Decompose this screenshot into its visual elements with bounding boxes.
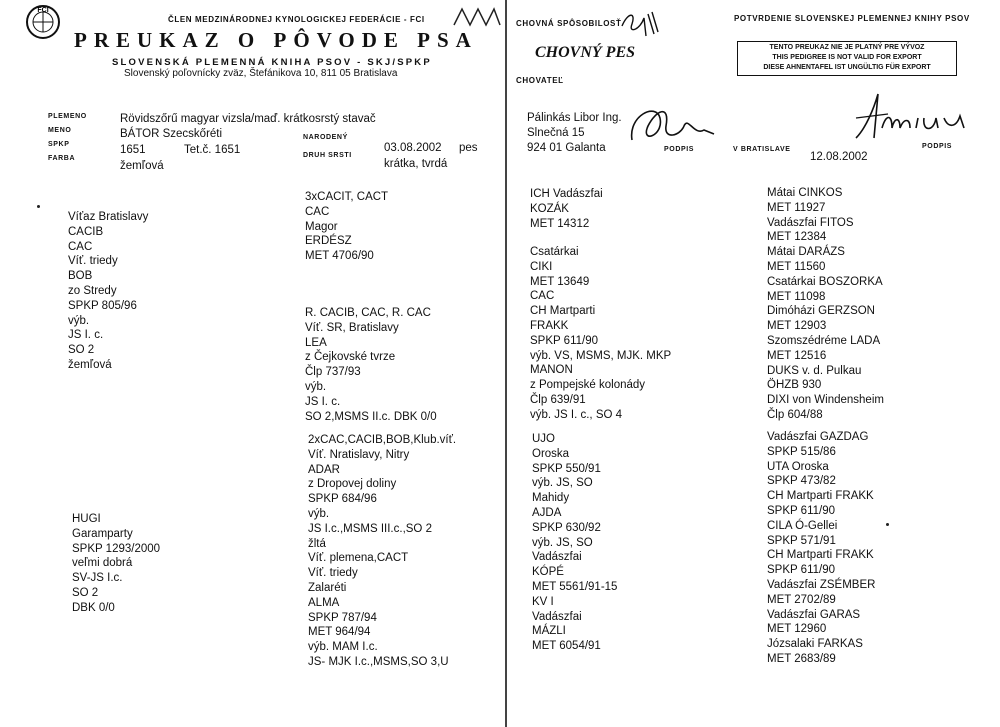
gen4-line: MET 2702/89: [767, 593, 836, 606]
sire-line: CACIB: [68, 225, 104, 238]
gen2-line: výb.: [305, 380, 327, 393]
gen4-line: MET 12516: [767, 349, 827, 362]
coat-label: DRUH SRSTI: [303, 152, 352, 159]
gen3-line: Vadászfai: [532, 551, 582, 564]
gen4-block-2: [767, 430, 875, 667]
gen2-line: MET 4706/90: [305, 250, 374, 263]
gen2-line: JS- MJK I.c.,MSMS,SO 3,U: [308, 655, 449, 668]
gen3-line: Csatárkai: [530, 246, 579, 258]
tattoo-value: Tet.č. 1651: [184, 144, 241, 156]
gen3-line: CIKI: [530, 260, 553, 273]
sire-line: BOB: [68, 270, 93, 283]
gen2-line: Zalaréti: [308, 581, 347, 594]
export-note-de: DIESE AHNENTAFEL IST UNGÜLTIG FÜR EXPORT: [763, 64, 931, 71]
gen3-block-2: [530, 245, 671, 423]
gen4-block-1: [767, 186, 884, 423]
gen2-line: SPKP 787/94: [308, 611, 377, 624]
gen2-line: Člp 737/93: [305, 366, 361, 379]
gen3-line: ICH Vadászfai: [530, 188, 603, 200]
association-address: Slovenský poľovnícky zväz, Štefánikova 10, 811 05 Bratislava: [124, 68, 398, 79]
gen4-line: Szomszédréme LADA: [767, 334, 881, 347]
breeding-signature: [618, 8, 664, 38]
gen4-line: MET 12384: [767, 231, 827, 244]
breeder-label: CHOVATEĽ: [516, 76, 564, 85]
gen4-line: SPKP 473/82: [767, 475, 836, 488]
birth-date: 03.08.2002: [384, 142, 442, 154]
gen4-line: SPKP 611/90: [767, 564, 835, 577]
gen4-line: SPKP 571/91: [767, 534, 836, 547]
gen2-line: CAC: [305, 205, 330, 218]
gen3-line: AJDA: [532, 506, 562, 519]
gen4-line: DIXI von Windensheim: [767, 394, 884, 407]
gen4-line: MET 11098: [767, 290, 826, 303]
breed-label: PLEMENO: [48, 113, 87, 120]
sire-line: SPKP 805/96: [68, 299, 137, 312]
gen4-line: UTA Oroska: [767, 460, 829, 473]
gen3-line: MET 5561/91-15: [532, 580, 618, 593]
gen2-line: Víť. plemena,CACT: [308, 552, 409, 565]
gen2-line: JS I.c.,MSMS III.c.,SO 2: [308, 522, 432, 535]
sire-line: výb.: [68, 314, 90, 327]
gen3-line: UJO: [532, 433, 555, 445]
name-label: MENO: [48, 127, 72, 134]
born-label: NARODENÝ: [303, 134, 348, 141]
gen2-line: MET 964/94: [308, 626, 371, 639]
owner-sign-label: PODPIS: [664, 146, 695, 153]
gen3-line: Vadászfai: [532, 610, 582, 623]
sire-line: Víťaz Bratislavy: [68, 211, 149, 223]
grandparents-column: [305, 190, 388, 280]
gen3-line: KV I: [532, 595, 554, 608]
gen3-line: MANON: [530, 364, 573, 377]
gen3-line: CH Martparti: [530, 305, 596, 318]
gen4-line: Mátai CINKOS: [767, 187, 843, 199]
sire-block: [68, 210, 148, 373]
gen4-line: MET 12903: [767, 320, 827, 333]
scan-dot: [37, 205, 40, 208]
gen3-line: výb. JS, SO: [532, 536, 593, 549]
stud-book-line: SLOVENSKÁ PLEMENNÁ KNIHA PSOV - SKJ/SPKP: [112, 57, 432, 68]
gen4-line: Vadászfai ZSÉMBER: [767, 578, 876, 591]
gen3-line: MET 13649: [530, 275, 590, 288]
gen4-line: Člp 604/88: [767, 408, 823, 421]
owner-city: 924 01 Galanta: [527, 142, 606, 154]
gen3-line: KÓPÉ: [532, 566, 564, 579]
gen3-line: Oroska: [532, 447, 570, 460]
owner-street: Slnečná 15: [527, 127, 585, 139]
color-value: žemľová: [120, 160, 164, 172]
spkp-value: 1651: [120, 144, 146, 156]
gen3-line: FRAKK: [530, 319, 569, 332]
gen2-line: výb. MAM I.c.: [308, 641, 378, 654]
gen3-line: MET 6054/91: [532, 640, 601, 653]
gen3-line: výb. VS, MSMS, MJK. MKP: [530, 349, 672, 362]
gen4-line: ÖHZB 930: [767, 379, 822, 392]
gen2-line: 2xCAC,CACIB,BOB,Klub.víť.: [308, 434, 457, 446]
gen2-line: ADAR: [308, 463, 340, 476]
gen3-line: SPKP 550/91: [532, 462, 601, 475]
export-note-sk: TENTO PREUKAZ NIE JE PLATNÝ PRE VÝVOZ: [769, 44, 925, 51]
dam-block: [72, 512, 160, 616]
color-label: FARBA: [48, 155, 76, 162]
gen2-line: R. CACIB, CAC, R. CAC: [305, 307, 431, 319]
gen4-line: Vadászfai GARAS: [767, 608, 861, 621]
gen2-line: SPKP 684/96: [308, 493, 377, 506]
dam-line: SV-JS I.c.: [72, 572, 123, 585]
gen2-line: ALMA: [308, 596, 340, 609]
gen4-line: SPKP 515/86: [767, 445, 836, 458]
gen2-line: JS I. c.: [305, 395, 341, 408]
gen3-line: z Pompejské kolonády: [530, 379, 646, 392]
sire-line: žemľová: [68, 358, 112, 371]
gen2-line: LEA: [305, 336, 327, 349]
gen4-line: Vadászfai GAZDAG: [767, 431, 869, 443]
gen2-line: žltá: [308, 537, 326, 550]
page-fold-line: [505, 0, 507, 727]
maternal-grandparents: [308, 433, 456, 670]
svg-text:FCI: FCI: [37, 7, 49, 14]
gen3-block-1: [530, 187, 603, 231]
dam-line: DBK 0/0: [72, 601, 115, 614]
gen3-line: Člp 639/91: [530, 393, 586, 406]
gen3-line: Mahidy: [532, 492, 570, 505]
gen2-line: z Dropovej doliny: [308, 478, 397, 491]
gen4-line: MET 11560: [767, 260, 826, 273]
dog-name: BÁTOR Szecskőréti: [120, 128, 223, 140]
gen3-line: SPKP 611/90: [530, 334, 598, 347]
gen2-line: Magor: [305, 220, 338, 233]
fci-member-line: ČLEN MEDZINÁRODNEJ KYNOLOGICKEJ FEDERÁCIE - FCI: [168, 15, 425, 24]
gen2-line: výb.: [308, 507, 330, 520]
gen3-block-3: [532, 432, 617, 654]
gen4-line: MET 11927: [767, 201, 826, 214]
gen2-line: SO 2,MSMS II.c. DBK 0/0: [305, 410, 437, 423]
sire-line: JS I. c.: [68, 329, 104, 342]
stamp-mark: [452, 5, 502, 29]
confirmation-label: POTVRDENIE SLOVENSKEJ PLEMENNEJ KNIHY PSOV: [734, 14, 970, 23]
granddam-paternal: [305, 306, 437, 424]
breeding-label: CHOVNÁ SPÔSOBILOSŤ: [516, 19, 622, 28]
gen4-line: DUKS v. d. Pulkau: [767, 364, 862, 377]
gen4-line: CILA Ó-Gellei: [767, 519, 838, 532]
place-label: V BRATISLAVE: [733, 146, 791, 153]
breeding-dog-title: CHOVNÝ PES: [535, 44, 636, 61]
gen4-line: MET 12960: [767, 623, 827, 636]
gen4-line: CH Martparti FRAKK: [767, 490, 874, 503]
gen2-line: Víť. SR, Bratislavy: [305, 321, 399, 334]
sire-line: CAC: [68, 240, 93, 253]
sire-line: zo Stredy: [68, 284, 117, 297]
gen3-line: výb. JS I. c., SO 4: [530, 408, 623, 421]
gen3-line: KOZÁK: [530, 202, 569, 215]
gen2-line: Víť. triedy: [308, 567, 358, 580]
gen3-line: SPKP 630/92: [532, 521, 601, 534]
dam-line: veľmi dobrá: [72, 557, 133, 570]
registrar-signature: [852, 88, 972, 150]
gen3-line: výb. JS, SO: [532, 477, 593, 490]
sire-line: Víť. triedy: [68, 255, 118, 268]
gen2-line: z Čejkovské tvrze: [305, 351, 396, 364]
gen4-line: Csatárkai BOSZORKA: [767, 275, 883, 288]
gen2-line: ERDÉSZ: [305, 235, 352, 248]
coat-value: krátka, tvrdá: [384, 158, 448, 170]
gen4-line: Mátai DARÁZS: [767, 246, 845, 259]
gen4-line: CH Martparti FRAKK: [767, 549, 874, 562]
owner-name: Pálinkás Libor Ing.: [527, 112, 622, 124]
dam-line: SO 2: [72, 586, 99, 599]
dam-line: SPKP 1293/2000: [72, 542, 161, 555]
sex-value: pes: [459, 142, 478, 154]
sire-line: SO 2: [68, 344, 95, 357]
dam-line: Garamparty: [72, 527, 133, 540]
gen3-line: MET 14312: [530, 217, 590, 230]
registrar-sign-label: PODPIS: [922, 143, 953, 150]
gen4-line: Vadászfai FITOS: [767, 216, 854, 229]
export-note-box: [737, 41, 957, 76]
gen2-line: 3xCACIT, CACT: [305, 191, 389, 203]
gen3-line: CAC: [530, 290, 555, 303]
dam-line: HUGI: [72, 513, 101, 525]
gen3-line: MÁZLI: [532, 625, 566, 638]
gen4-line: MET 2683/89: [767, 652, 836, 665]
scan-dot: [886, 523, 889, 526]
breed-value: Rövidszőrű magyar vizsla/maď. krátkosrstý stavač: [120, 113, 376, 125]
fci-logo: [14, 4, 72, 40]
grandsire-paternal: [305, 190, 388, 264]
document-title: PREUKAZ O PÔVODE PSA: [74, 28, 478, 52]
gen4-line: SPKP 611/90: [767, 504, 835, 517]
spkp-label: SPKP: [48, 141, 70, 148]
export-note-en: THIS PEDIGREE IS NOT VALID FOR EXPORT: [772, 54, 922, 61]
gen4-line: Józsalaki FARKAS: [767, 638, 863, 651]
gen2-line: Víť. Nratislavy, Nitry: [308, 448, 410, 461]
gen4-line: Dimóházi GERZSON: [767, 305, 875, 318]
registration-date: 12.08.2002: [810, 151, 868, 163]
